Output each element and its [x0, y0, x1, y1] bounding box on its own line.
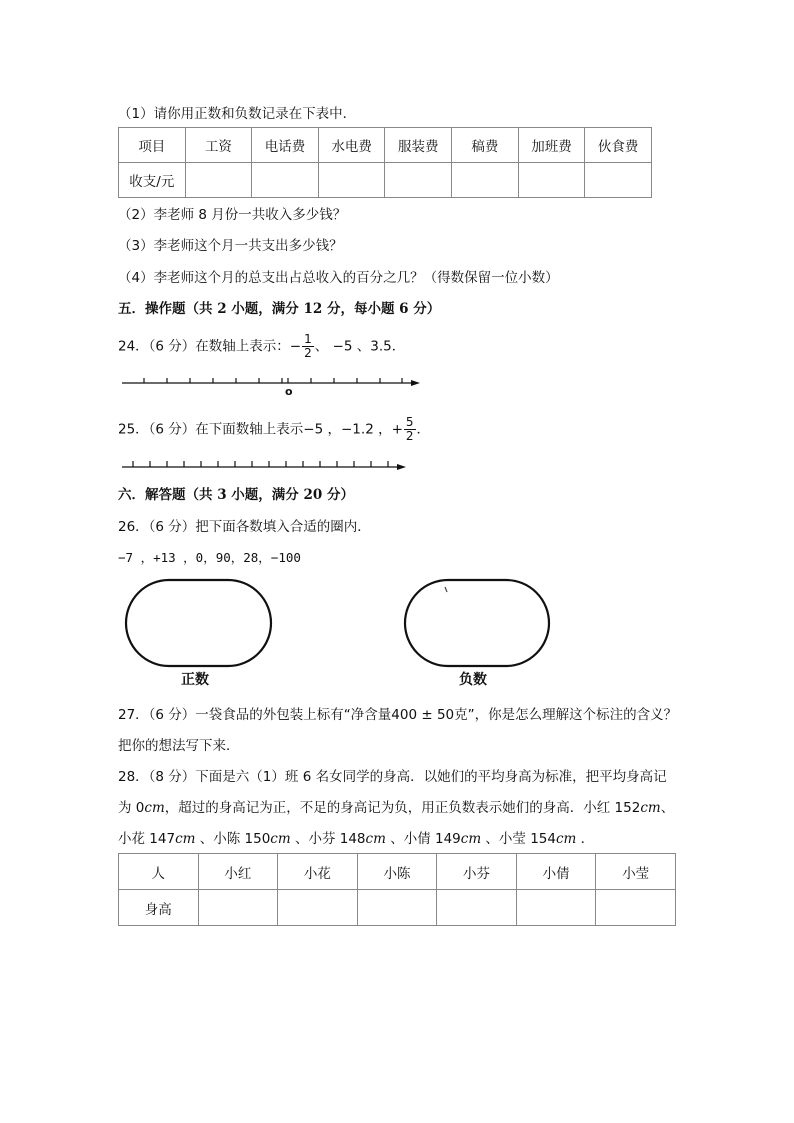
table-empty-cell[interactable]	[585, 163, 652, 198]
arrow-right-icon	[397, 464, 406, 470]
positive-label: 正数	[181, 672, 209, 688]
q28-line2-part: 为 0	[118, 800, 145, 816]
table-row-label: 身高	[119, 890, 199, 926]
unit-cm: cm	[175, 831, 196, 847]
q28-line3	[118, 829, 594, 849]
table-header-row	[119, 854, 676, 890]
unit-cm: cm	[365, 831, 386, 847]
q28-line2-part: ，超过的身高记为正，不足的身高记为负，用正负数表示她们的身高．小红 152	[164, 800, 641, 816]
q23-sub3: （3）李老师这个月一共支出多少钱？	[118, 238, 343, 254]
table-header-cell: 小倩	[516, 854, 596, 890]
q28-line3-part: 、小莹 154	[481, 831, 556, 847]
positive-oval[interactable]	[124, 578, 274, 670]
q28-line1: 28．（8 分）下面是六（1）班 6 名女同学的身高．以她们的平均身高为标准，把平均身高记	[118, 769, 667, 785]
table-row-label: 收支/元	[119, 163, 186, 198]
unit-cm: cm	[144, 800, 165, 816]
table-empty-cell[interactable]	[518, 163, 585, 198]
fraction-half	[302, 333, 314, 360]
height-table	[118, 853, 676, 926]
q28-line3-part: 、小陈 150	[195, 831, 271, 847]
table-header-cell: 人	[119, 854, 199, 890]
table-empty-cell[interactable]	[278, 890, 358, 926]
table-header-cell: 小陈	[357, 854, 437, 890]
q24-suffix: 、 −5 、3.5．	[314, 338, 406, 355]
fraction-five-halves	[404, 416, 416, 443]
q25-suffix: ．	[416, 421, 431, 438]
q25-text	[118, 416, 430, 443]
arrow-right-icon	[411, 380, 420, 386]
q28-line3-part: 、小芬 148	[290, 831, 366, 847]
unit-cm: cm	[460, 831, 482, 847]
table-header-cell: 电话费	[252, 128, 319, 163]
q24-prefix: 24．（6 分）在数轴上表示：−	[118, 338, 302, 355]
table-header-cell: 工资	[185, 128, 252, 163]
negative-oval[interactable]	[403, 578, 553, 670]
q23-sub4: （4）李老师这个月的总支出占总收入的百分之几？（得数保留一位小数）	[118, 270, 559, 286]
table-header-cell: 小芬	[437, 854, 517, 890]
table-header-cell: 水电费	[318, 128, 385, 163]
q23-sub1: （1）请你用正数和负数记录在下表中．	[118, 106, 357, 122]
number-line-2[interactable]	[118, 456, 413, 476]
fraction-numerator: 1	[304, 332, 312, 346]
negative-label: 负数	[459, 672, 487, 688]
fraction-denominator: 2	[405, 429, 414, 443]
q26-text: 26．（6 分）把下面各数填入合适的圈内．	[118, 519, 371, 535]
table-empty-cell[interactable]	[318, 163, 385, 198]
table-header-row	[119, 128, 652, 163]
table-empty-cell[interactable]	[252, 163, 319, 198]
unit-cm: cm	[556, 831, 577, 847]
table-header-cell: 服装费	[385, 128, 452, 163]
origin-label: o	[285, 385, 293, 398]
q27-line2: 把你的想法写下来．	[118, 738, 240, 754]
q27-line1: 27．（6 分）一袋食品的外包装上标有“净含量400 ± 50克”，你是怎么理解这个标注的含义？	[118, 707, 678, 723]
table-empty-cell[interactable]	[185, 163, 252, 198]
number-line-1[interactable]	[118, 372, 428, 402]
q23-sub2: （2）李老师 8 月份一共收入多少钱？	[118, 207, 347, 223]
q28-line2	[118, 798, 674, 818]
table-header-cell: 小红	[198, 854, 278, 890]
table-header-cell: 小花	[278, 854, 358, 890]
fraction-denominator: 2	[304, 346, 312, 360]
q25-prefix: 25．（6 分）在下面数轴上表示−5 ，−1.2 ，+	[118, 421, 403, 438]
unit-cm: cm	[270, 831, 291, 847]
q28-line2-part: 、	[660, 800, 675, 816]
q26-numbers: −7 ，+13 ，0，90，28，−100	[118, 550, 301, 565]
table-empty-cell[interactable]	[596, 890, 676, 926]
q28-line3-part: 小花 147	[118, 831, 176, 847]
table-header-cell: 伙食费	[585, 128, 652, 163]
q24-text	[118, 333, 405, 360]
fraction-numerator: 5	[405, 415, 414, 429]
table-header-cell: 项目	[119, 128, 186, 163]
table-empty-cell[interactable]	[385, 163, 452, 198]
q28-line3-part: ．	[576, 831, 595, 847]
unit-cm: cm	[640, 800, 661, 816]
income-expense-table	[118, 127, 652, 198]
table-empty-cell[interactable]	[516, 890, 596, 926]
table-empty-cell[interactable]	[452, 163, 519, 198]
table-header-cell: 稿费	[452, 128, 519, 163]
table-empty-cell[interactable]	[437, 890, 517, 926]
table-data-row	[119, 163, 652, 198]
section-5-title: 五．操作题（共 2 小题，满分 12 分，每小题 6 分）	[118, 301, 441, 317]
table-empty-cell[interactable]	[198, 890, 278, 926]
table-data-row	[119, 890, 676, 926]
table-header-cell: 小莹	[596, 854, 676, 890]
table-empty-cell[interactable]	[357, 890, 437, 926]
q28-line3-part: 、小倩 149	[385, 831, 461, 847]
section-6-title: 六．解答题（共 3 小题，满分 20 分）	[118, 487, 354, 503]
table-header-cell: 加班费	[518, 128, 585, 163]
